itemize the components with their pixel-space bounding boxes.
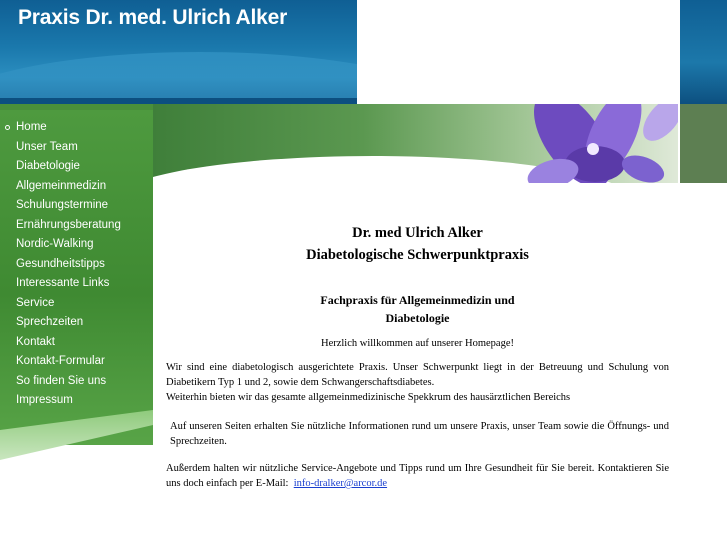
nav-label: Unser Team	[16, 140, 78, 153]
nav-label: Nordic-Walking	[16, 238, 94, 250]
band-right-strip	[678, 104, 727, 183]
section-heading: Fachpraxis für Allgemeinmedizin und	[320, 293, 515, 307]
nav-item-gesundheitstipps[interactable]	[0, 255, 153, 275]
main-content	[166, 222, 669, 491]
page-heading: Dr. med Ulrich Alker	[352, 225, 483, 241]
nav-item-home[interactable]	[0, 118, 153, 138]
nav-label: So finden Sie uns	[16, 374, 107, 387]
service-text: Außerdem halten wir nützliche Service-Angebote und Tipps rund um Ihre Gesundheit für Sie bereit. Kontaktieren Sie uns doch einfach per E-Mail:	[166, 463, 669, 489]
welcome-text: Herzlich willkommen auf unserer Homepage!	[320, 338, 514, 349]
nav-item-diabetologie[interactable]	[0, 157, 153, 177]
nav-item-service[interactable]	[0, 294, 153, 314]
nav-item-schulungstermine[interactable]	[0, 196, 153, 216]
nav-item-ernaehrungsberatung[interactable]	[0, 216, 153, 236]
nav-label: Allgemeinmedizin	[16, 179, 107, 192]
nav-item-nordic-walking[interactable]	[0, 235, 153, 255]
nav-label: Home	[16, 121, 47, 133]
nav-list	[0, 118, 153, 411]
sidebar-nav	[0, 110, 153, 445]
nav-label: Interessante Links	[16, 277, 110, 289]
nav-item-interessante-links[interactable]	[0, 274, 153, 294]
nav-item-kontakt[interactable]	[0, 333, 153, 353]
section-heading-2: Diabetologie	[385, 311, 450, 325]
nav-label: Diabetologie	[16, 160, 80, 172]
header-decoration	[0, 52, 357, 104]
header-blank-area	[357, 0, 678, 104]
nav-item-sprechzeiten[interactable]	[0, 313, 153, 333]
nav-item-impressum[interactable]	[0, 391, 153, 411]
flower-image	[513, 104, 678, 183]
info-paragraph: Auf unseren Seiten erhalten Sie nützliche Informationen rund um unsere Praxis, unser Team sowie die Öffnungs- und Sprechzeiten.	[170, 421, 669, 447]
nav-item-kontakt-formular[interactable]	[0, 352, 153, 372]
email-link[interactable]: info-dralker@arcor.de	[293, 478, 388, 489]
nav-label: Schulungstermine	[16, 199, 109, 211]
page-subtitle: Diabetologische Schwerpunktpraxis	[306, 247, 529, 263]
header-photo	[153, 104, 678, 183]
sidebar-decoration	[0, 410, 153, 460]
intro-paragraph-2: Weiterhin bieten wir das gesamte allgemeinmedizinische Spekkrum des hausärztlichen Bereichs	[166, 392, 571, 403]
nav-label: Impressum	[16, 394, 73, 406]
service-paragraph	[166, 461, 669, 491]
site-title: Praxis Dr. med. Ulrich Alker	[18, 6, 288, 29]
nav-label: Ernährungsberatung	[16, 218, 121, 231]
nav-item-so-finden-sie-uns[interactable]	[0, 372, 153, 392]
nav-label: Service	[16, 296, 55, 309]
nav-item-allgemeinmedizin[interactable]	[0, 177, 153, 197]
nav-item-unser-team[interactable]	[0, 138, 153, 158]
header-banner	[0, 0, 357, 104]
intro-paragraph: Wir sind eine diabetologisch ausgerichtete Praxis. Unser Schwerpunkt liegt in der Betreuung und Schulung von Diabetikern Typ 1 und 2, sowie dem Schwangerschaftsdiabetes.	[166, 362, 669, 388]
nav-label: Gesundheitstipps	[16, 257, 105, 270]
nav-label: Sprechzeiten	[16, 316, 84, 328]
header-right-strip	[678, 0, 727, 104]
nav-label: Kontakt-Formular	[16, 355, 105, 367]
nav-label: Kontakt	[16, 335, 55, 348]
circle-bullet-icon	[5, 125, 10, 130]
